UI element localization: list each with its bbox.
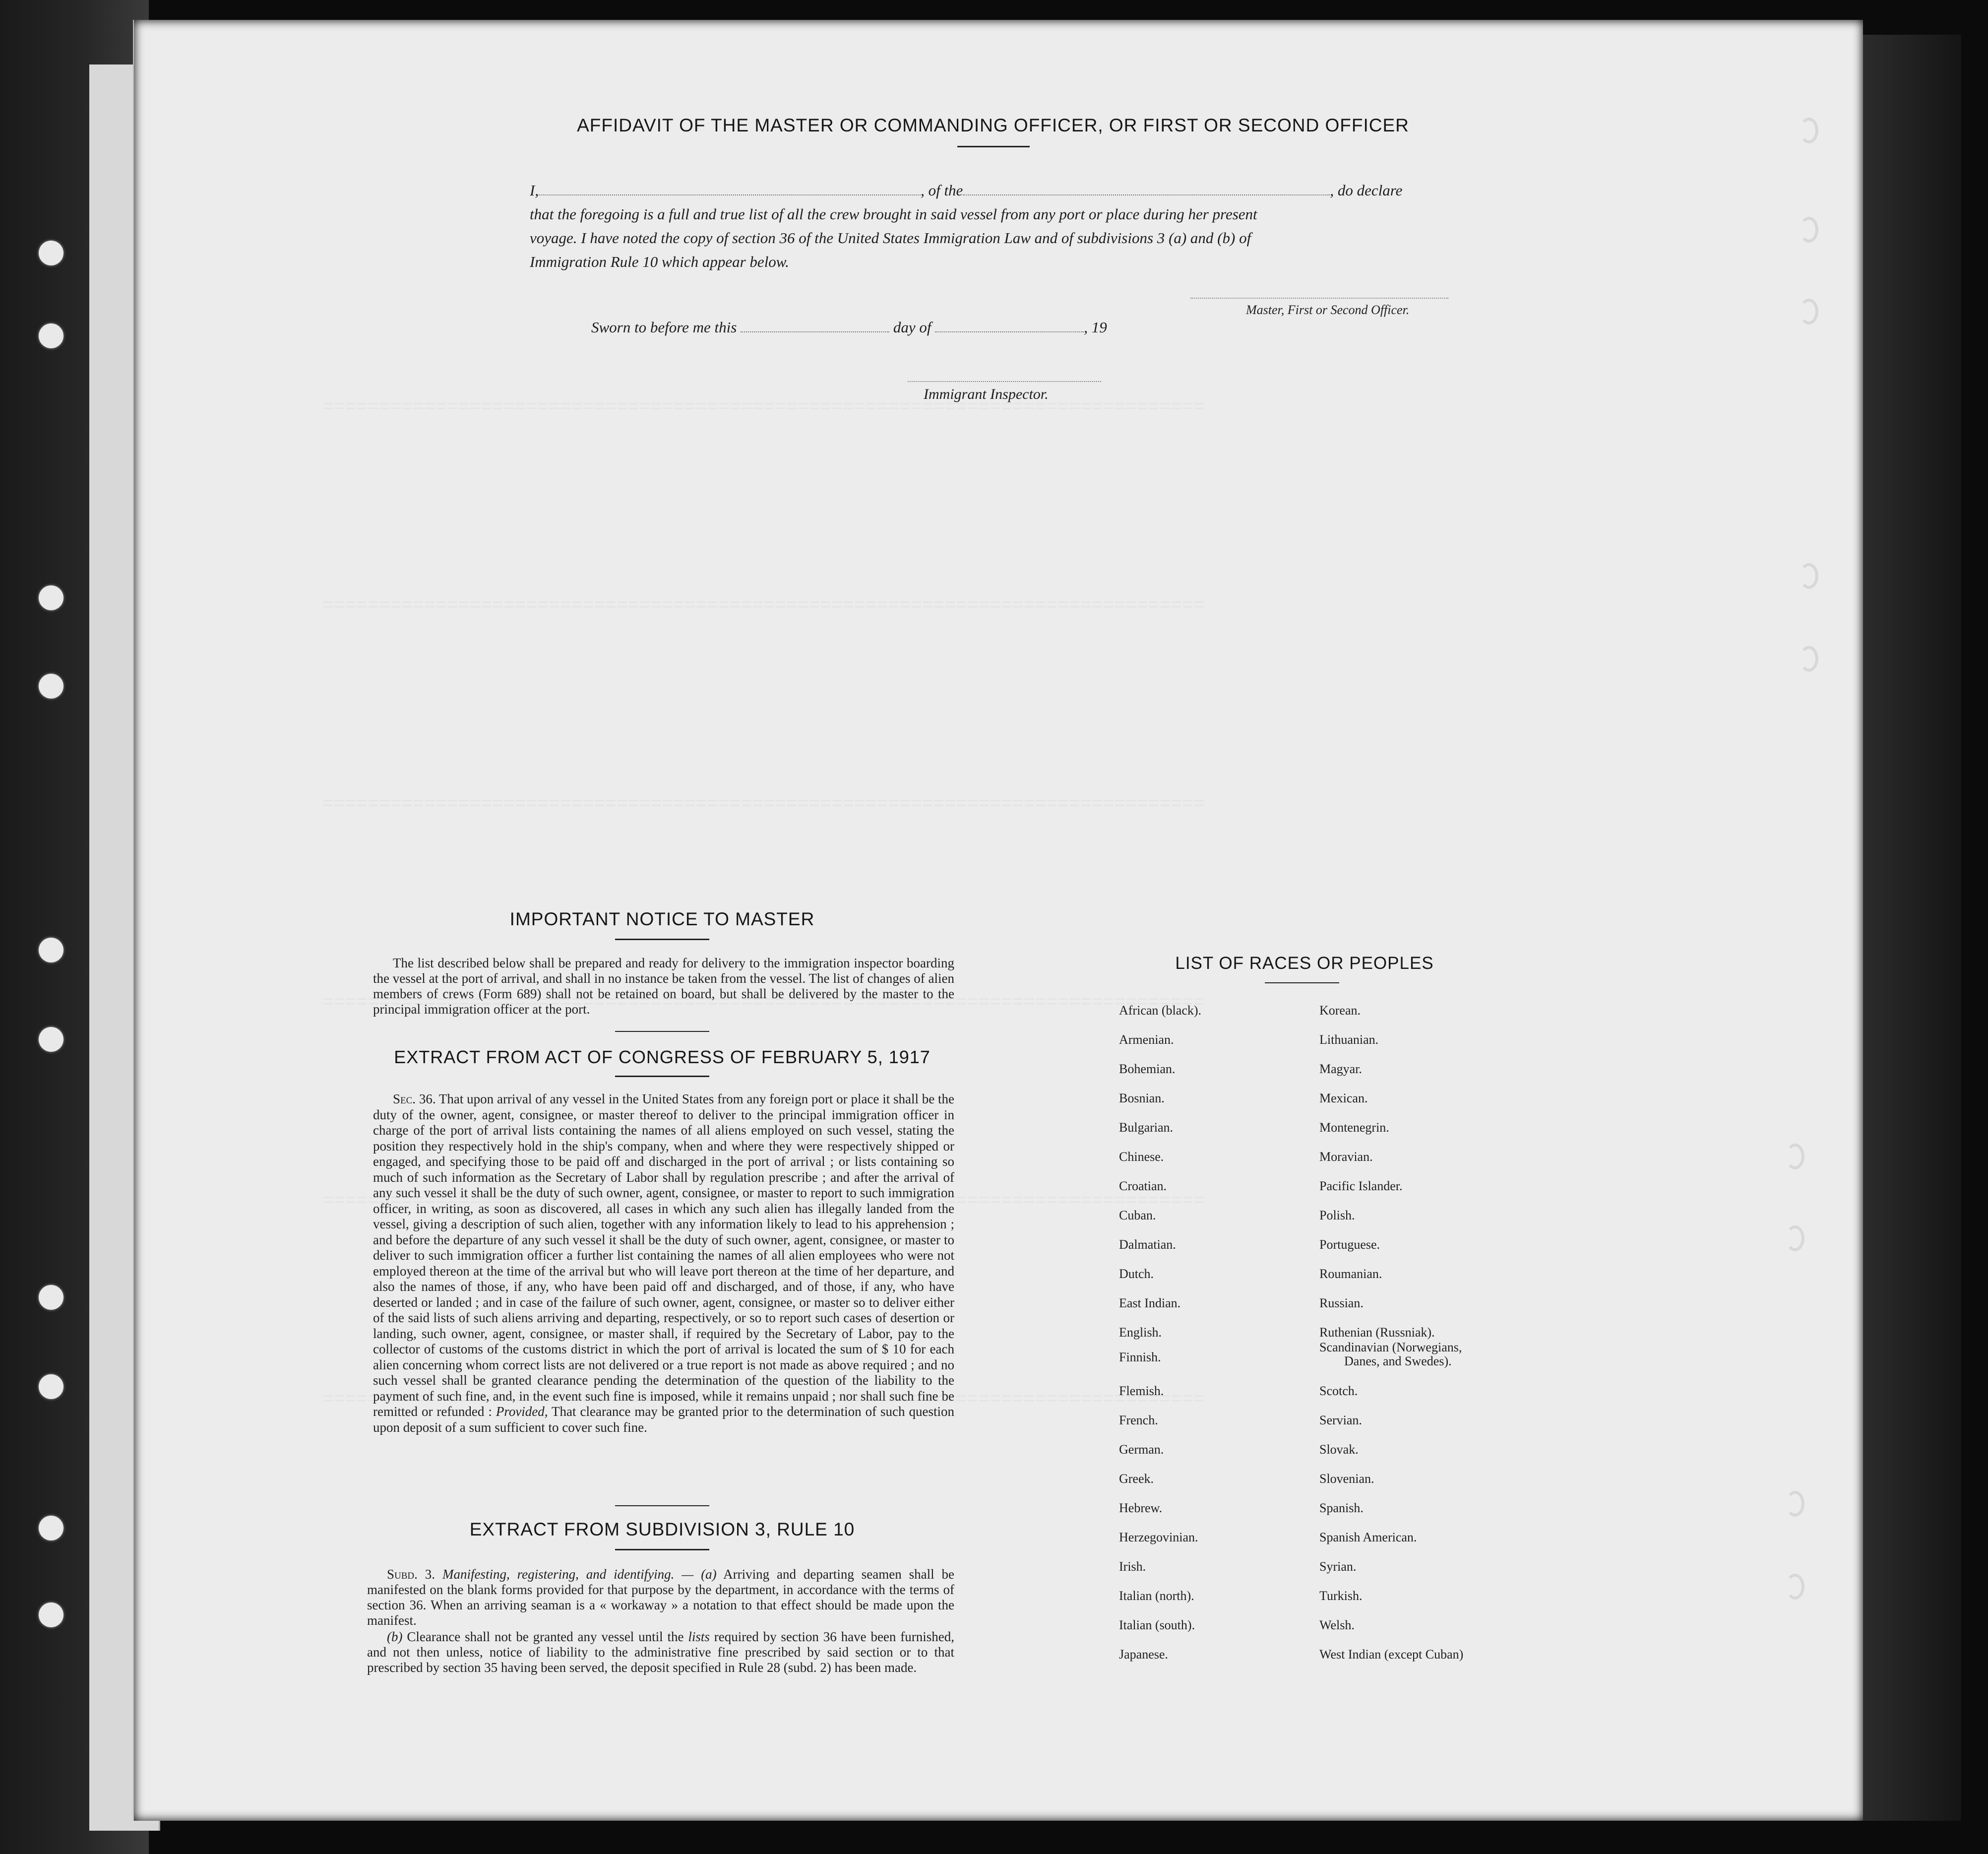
- race-item: Finnish.: [1119, 1350, 1161, 1364]
- clause-b-lists: lists: [688, 1629, 710, 1644]
- race-item: Portuguese.: [1319, 1237, 1380, 1252]
- bleed-through-text: [322, 397, 1205, 418]
- race-item: Italian (north).: [1119, 1589, 1194, 1603]
- name-blank: [539, 194, 921, 195]
- race-item: Polish.: [1319, 1208, 1355, 1222]
- affidavit-line-4: Immigration Rule 10 which appear below.: [530, 253, 789, 270]
- binder-hole: [39, 241, 63, 265]
- race-item: Slovak.: [1319, 1442, 1359, 1457]
- binder-hole: [39, 1602, 63, 1627]
- race-item: French.: [1119, 1413, 1158, 1427]
- race-item: Russian.: [1319, 1296, 1364, 1310]
- race-item: Spanish.: [1319, 1501, 1364, 1515]
- subdivision-body: Arriving and departing seamen shall be manifested on the blank forms provided for that purpose by the department, in accordance with the terms of section 36. When an arriving seaman is a « workaway » a notation to that effect should be made upon the manifest.: [367, 1567, 955, 1628]
- affidavit-line-3: voyage. I have noted the copy of section 36 of the United States Immigration Law and of subdivisions 3 (a) and (b) of: [530, 229, 1251, 247]
- binder-ring: [1786, 1574, 1804, 1599]
- notice-text: The list described below shall be prepared and ready for delivery to the immigration inspector boarding the vessel at the port of arrival, and shall in no instance be taken from the vessel. The list of changes of alien members of crews (Form 689) shall not be retained on board, but shall be delivered by the master to the principal immigration officer at the port.: [373, 956, 954, 1017]
- binder-ring: [1786, 1225, 1804, 1251]
- vessel-blank: [963, 194, 1330, 195]
- race-item: Japanese.: [1119, 1647, 1168, 1662]
- clause-b-text-2: required by section 36 have been furnished, and not then unless, notice of liability to the administrative fine prescribed by said section or to that prescribed by section 35 having been served, the deposit specified in Rule 28 (subd. 2) has been made.: [367, 1629, 954, 1675]
- heading-rule: [615, 1076, 709, 1077]
- race-item: Syrian.: [1319, 1559, 1357, 1574]
- races-list-left: [1119, 1003, 1201, 1676]
- race-item: Bulgarian.: [1119, 1120, 1174, 1135]
- race-item: Lithuanian.: [1319, 1032, 1379, 1047]
- heading-rule: [957, 146, 1030, 147]
- binder-hole: [39, 674, 63, 699]
- race-item: Croatian.: [1119, 1179, 1167, 1193]
- race-item: Irish.: [1119, 1559, 1146, 1574]
- race-item: Chinese.: [1119, 1150, 1164, 1164]
- section-rule: [615, 1505, 709, 1506]
- sworn-text: Sworn to before me this: [591, 319, 737, 336]
- affidavit-do-declare: , do declare: [1330, 182, 1403, 199]
- master-signature-line: [1190, 298, 1448, 299]
- race-item: Dutch.: [1119, 1267, 1154, 1281]
- bleed-through-text: [322, 595, 1205, 617]
- race-item: English.: [1119, 1325, 1162, 1340]
- race-item: Magyar.: [1319, 1062, 1362, 1076]
- master-signature-label: Master, First or Second Officer.: [1246, 303, 1410, 317]
- race-item: Scandinavian (Norwegians,: [1319, 1340, 1462, 1354]
- race-item: Servian.: [1319, 1413, 1362, 1427]
- clause-b-label: (b): [387, 1629, 403, 1644]
- sworn-day-blank: [741, 331, 889, 332]
- affidavit-line-2: that the foregoing is a full and true list of all the crew brought in said vessel from any port or place during her present: [530, 205, 1257, 223]
- act-extract-text: [373, 1091, 954, 1435]
- race-item: Greek.: [1119, 1471, 1154, 1486]
- race-item: Italian (south).: [1119, 1618, 1195, 1632]
- heading-rule: [615, 1549, 709, 1550]
- race-item: German.: [1119, 1442, 1164, 1457]
- race-item: Slovenian.: [1319, 1471, 1374, 1486]
- affidavit-heading: AFFIDAVIT OF THE MASTER OR COMMANDING OFFICER, OR FIRST OR SECOND OFFICER: [577, 115, 1409, 135]
- binder-ring: [1800, 299, 1818, 324]
- affidavit-i: I,: [530, 182, 539, 199]
- race-item: Cuban.: [1119, 1208, 1156, 1222]
- act-body: That upon arrival of any vessel in the United States from any foreign port or place it shall be the duty of the owner, agent, consignee, or master thereof to deliver to the principal immigration officer in charge of the port of arrival lists containing the names of all aliens employed on such vessel, stating the position they respectively hold in the ship's company, when and where they were respectively shipped or engaged, and specifying those to be paid off and discharged in the port of arrival ; or lists containing so much of such information as the Secretary of Labor shall by regulation prescribe ; and after the arrival of any such vessel it shall be the duty of such owner, agent, consignee, or master to report to such immigration officer, in writing, as soon as discovered, all cases in which any such alien has illegally landed from the vessel, giving a description of such alien, together with any information likely to lead to his apprehension ; and before the departure of any such vessel it shall be the duty of such owner, agent, consignee, or master to deliver to such immigration officer a further list containing the names of all alien employees who were not employed thereon at the time of the arrival but who will leave port thereon at the time of her departure, and also the names of those, if any, who have been paid off and discharged, and of those, if any, who have deserted or landed ; and in case of the failure of such owner, agent, consignee, or master so to deliver either of the said lists of such aliens arriving and departing, respectively, or so to report such cases of desertion or landing, such owner, agent, consignee, or master shall, if required by the Secretary of Labor, pay to the collector of customs of the customs district in which the port of arrival is located the sum of $ 10 for each alien concerning whom correct lists are not delivered or a true report is not made as above required ; and no such vessel shall be granted clearance pending the determination of the question of the liability to the payment of such fine, and, in the event such fine is imposed, while it remains unpaid ; nor shall such fine be remitted or refunded :: [373, 1091, 955, 1419]
- race-item: Korean.: [1319, 1003, 1361, 1018]
- binder-ring: [1800, 217, 1818, 243]
- binder-ring: [1800, 646, 1818, 672]
- race-item: Bohemian.: [1119, 1062, 1176, 1076]
- inspector-signature-label: Immigrant Inspector.: [924, 386, 1049, 402]
- provided-body: That clearance may be granted prior to the determination of such question upon deposit of a sum sufficient to cover such fine.: [373, 1404, 955, 1435]
- affidavit-text: [530, 179, 1479, 274]
- affidavit-line-1: [530, 179, 1479, 202]
- race-item: Welsh.: [1319, 1618, 1355, 1632]
- race-item: Scotch.: [1319, 1384, 1358, 1398]
- race-item: West Indian (except Cuban): [1319, 1647, 1464, 1662]
- year-text: , 19: [1084, 319, 1107, 336]
- binder-hole: [39, 585, 63, 610]
- race-item: Spanish American.: [1319, 1530, 1417, 1544]
- binder-hole: [39, 938, 63, 962]
- binder-ring: [1786, 1144, 1804, 1169]
- races-heading: LIST OF RACES OR PEOPLES: [1175, 954, 1434, 973]
- race-item: Dalmatian.: [1119, 1237, 1176, 1252]
- notice-heading: IMPORTANT NOTICE TO MASTER: [509, 909, 815, 929]
- provided-label: Provided,: [496, 1404, 548, 1419]
- race-item: Pacific Islander.: [1319, 1179, 1403, 1193]
- binder-hole: [39, 323, 63, 348]
- race-item: Herzegovinian.: [1119, 1530, 1198, 1544]
- race-item: Danes, and Swedes).: [1344, 1354, 1452, 1368]
- day-of-text: day of: [893, 319, 932, 336]
- race-item: Ruthenian (Russniak).: [1319, 1325, 1435, 1340]
- binder-hole: [39, 1285, 63, 1310]
- subdivision-label: Subd. 3.: [387, 1567, 435, 1582]
- race-item: Bosnian.: [1119, 1091, 1165, 1105]
- bleed-through-text: [322, 794, 1205, 815]
- subdivision-title: Manifesting, registering, and identifying. — (a): [442, 1567, 717, 1582]
- race-item: Moravian.: [1319, 1150, 1373, 1164]
- scan-border-right: [1862, 35, 1961, 1821]
- race-item: Flemish.: [1119, 1384, 1164, 1398]
- race-item: Armenian.: [1119, 1032, 1174, 1047]
- rule-extract-heading: EXTRACT FROM SUBDIVISION 3, RULE 10: [469, 1519, 855, 1539]
- rule-extract-text: [367, 1567, 954, 1628]
- race-item: Mexican.: [1319, 1091, 1368, 1105]
- race-item: Hebrew.: [1119, 1501, 1163, 1515]
- binder-ring: [1800, 118, 1818, 143]
- binder-hole: [39, 1374, 63, 1399]
- binder-ring: [1786, 1491, 1804, 1517]
- binder-ring: [1800, 563, 1818, 589]
- binder-hole: [39, 1516, 63, 1540]
- act-extract-heading: EXTRACT FROM ACT OF CONGRESS OF FEBRUARY 5, 1917: [394, 1047, 931, 1067]
- heading-rule: [1265, 982, 1339, 983]
- sworn-line: [591, 319, 1107, 336]
- affidavit-of-the: , of the: [921, 182, 963, 199]
- inspector-signature-line: [908, 381, 1101, 382]
- race-item: Montenegrin.: [1319, 1120, 1389, 1135]
- race-item: Turkish.: [1319, 1589, 1363, 1603]
- section-label: Sec. 36.: [393, 1091, 436, 1106]
- clause-b-text-1: Clearance shall not be granted any vessel until the: [407, 1629, 684, 1644]
- race-item: Roumanian.: [1319, 1267, 1382, 1281]
- race-item: East Indian.: [1119, 1296, 1181, 1310]
- binder-hole: [39, 1027, 63, 1052]
- heading-rule: [615, 939, 709, 940]
- section-rule: [615, 1031, 709, 1032]
- races-list-right: [1319, 1003, 1463, 1676]
- rule-extract-b: [367, 1629, 954, 1675]
- race-item: African (black).: [1119, 1003, 1202, 1018]
- sworn-month-blank: [935, 331, 1084, 332]
